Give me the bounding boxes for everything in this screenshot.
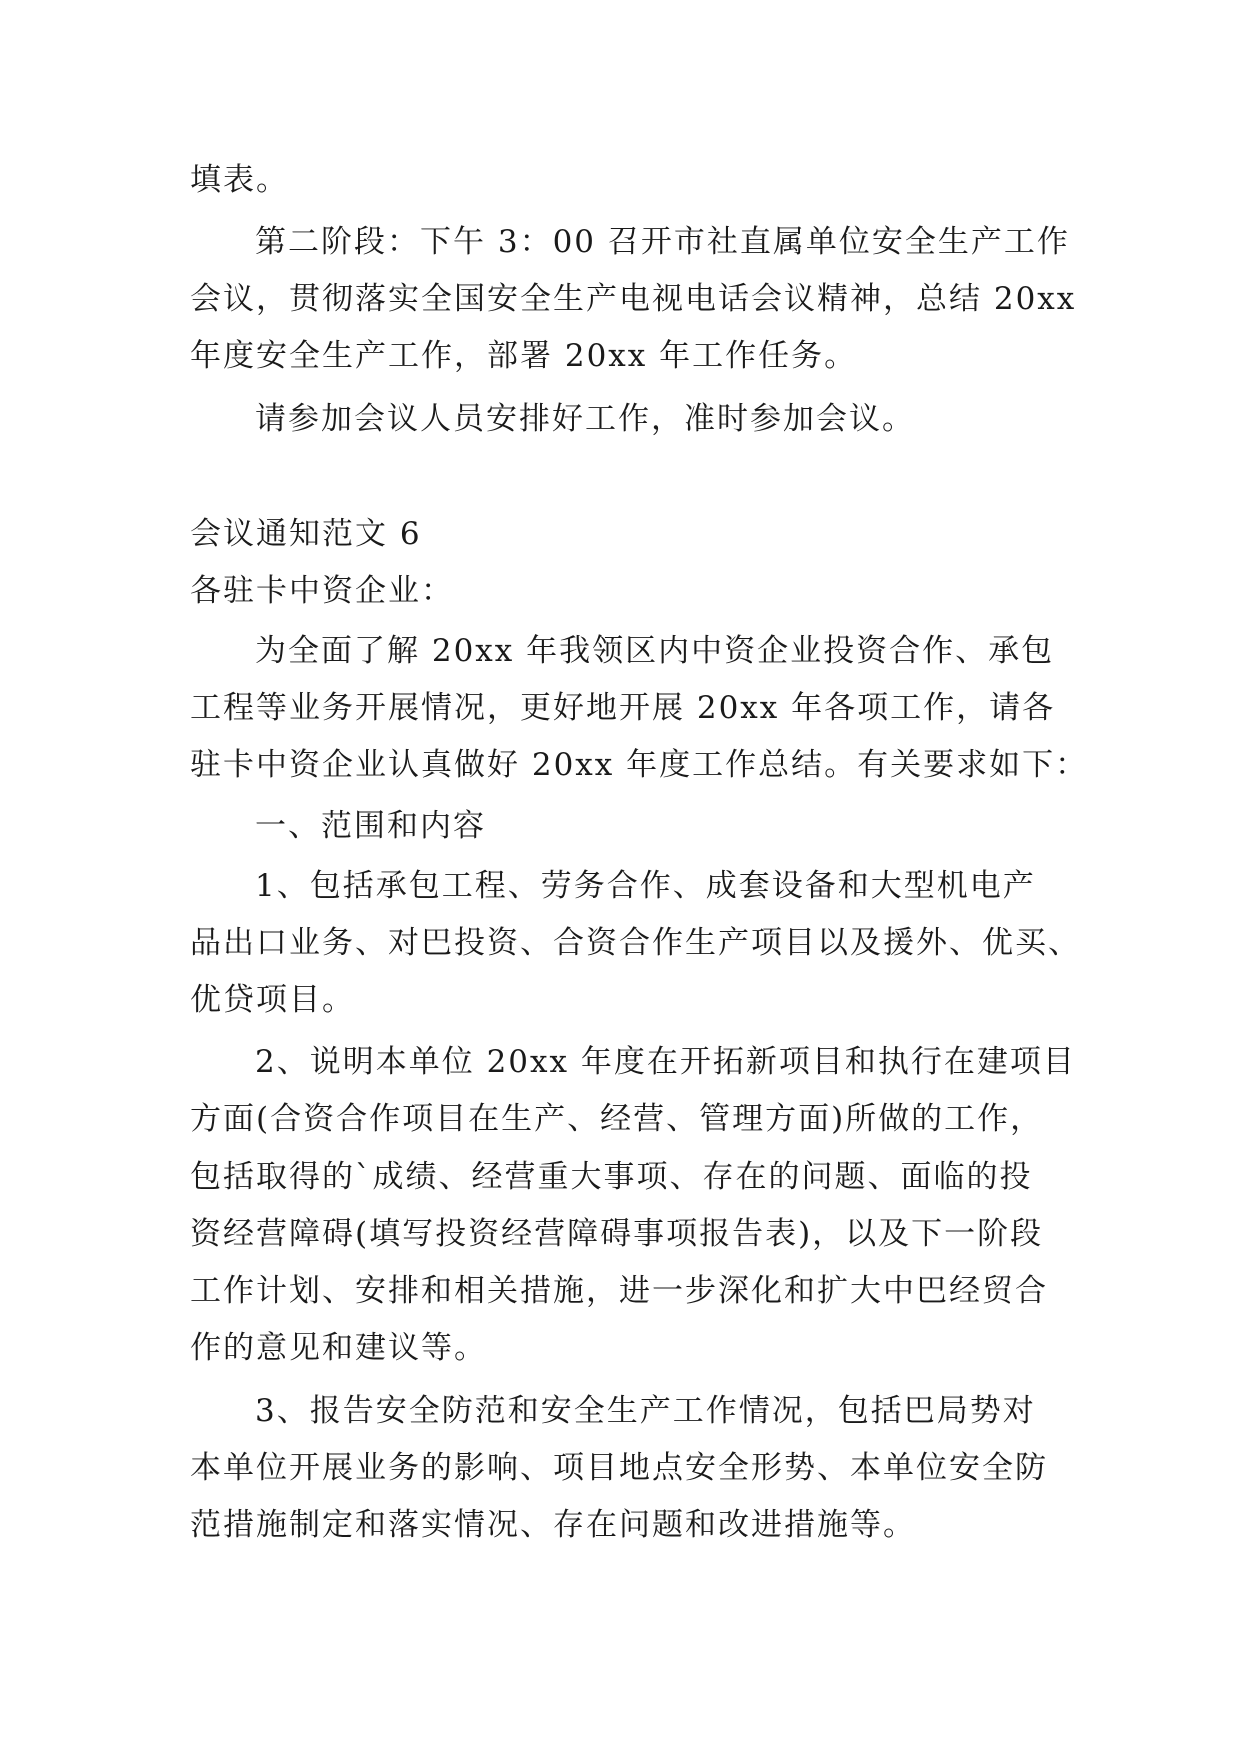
text-line: 本单位开展业务的影响、项目地点安全形势、本单位安全防 [190,1450,1048,1486]
text-line: 3、报告安全防范和安全生产工作情况，包括巴局势对 [255,1393,1036,1429]
subheading: 一、范围和内容 [255,808,486,844]
text-line: 1、包括承包工程、劳务合作、成套设备和大型机电产 [255,868,1036,904]
text-line: 工程等业务开展情况，更好地开展 20xx 年各项工作，请各 [190,690,1056,726]
text-line: 方面(合资合作项目在生产、经营、管理方面)所做的工作， [190,1101,1044,1137]
text-line: 品出口业务、对巴投资、合资合作生产项目以及援外、优买、 [190,925,1081,961]
text-line: 包括取得的`成绩、经营重大事项、存在的问题、面临的投 [190,1159,1033,1195]
text-line: 作的意见和建议等。 [190,1330,487,1366]
text-line: 优贷项目。 [190,982,355,1018]
text-line: 工作计划、安排和相关措施，进一步深化和扩大中巴经贸合 [190,1273,1048,1309]
text-line: 资经营障碍(填写投资经营障碍事项报告表)，以及下一阶段 [190,1216,1044,1252]
text-line: 驻卡中资企业认真做好 20xx 年度工作总结。有关要求如下： [190,747,1089,783]
text-line: 会议，贯彻落实全国安全生产电视电话会议精神，总结 20xx [190,281,1077,317]
text-line: 年度安全生产工作，部署 20xx 年工作任务。 [190,338,858,374]
text-line: 为全面了解 20xx 年我领区内中资企业投资合作、承包 [255,633,1055,669]
text-line: 第二阶段：下午 3：00 召开市社直属单位安全生产工作 [255,224,1070,260]
salutation: 各驻卡中资企业： [190,573,454,609]
text-line: 请参加会议人员安排好工作，准时参加会议。 [255,401,915,437]
text-line: 填表。 [190,162,289,198]
section-title: 会议通知范文 6 [190,516,422,552]
text-line: 范措施制定和落实情况、存在问题和改进措施等。 [190,1507,916,1543]
text-line: 2、说明本单位 20xx 年度在开拓新项目和执行在建项目 [255,1044,1076,1080]
